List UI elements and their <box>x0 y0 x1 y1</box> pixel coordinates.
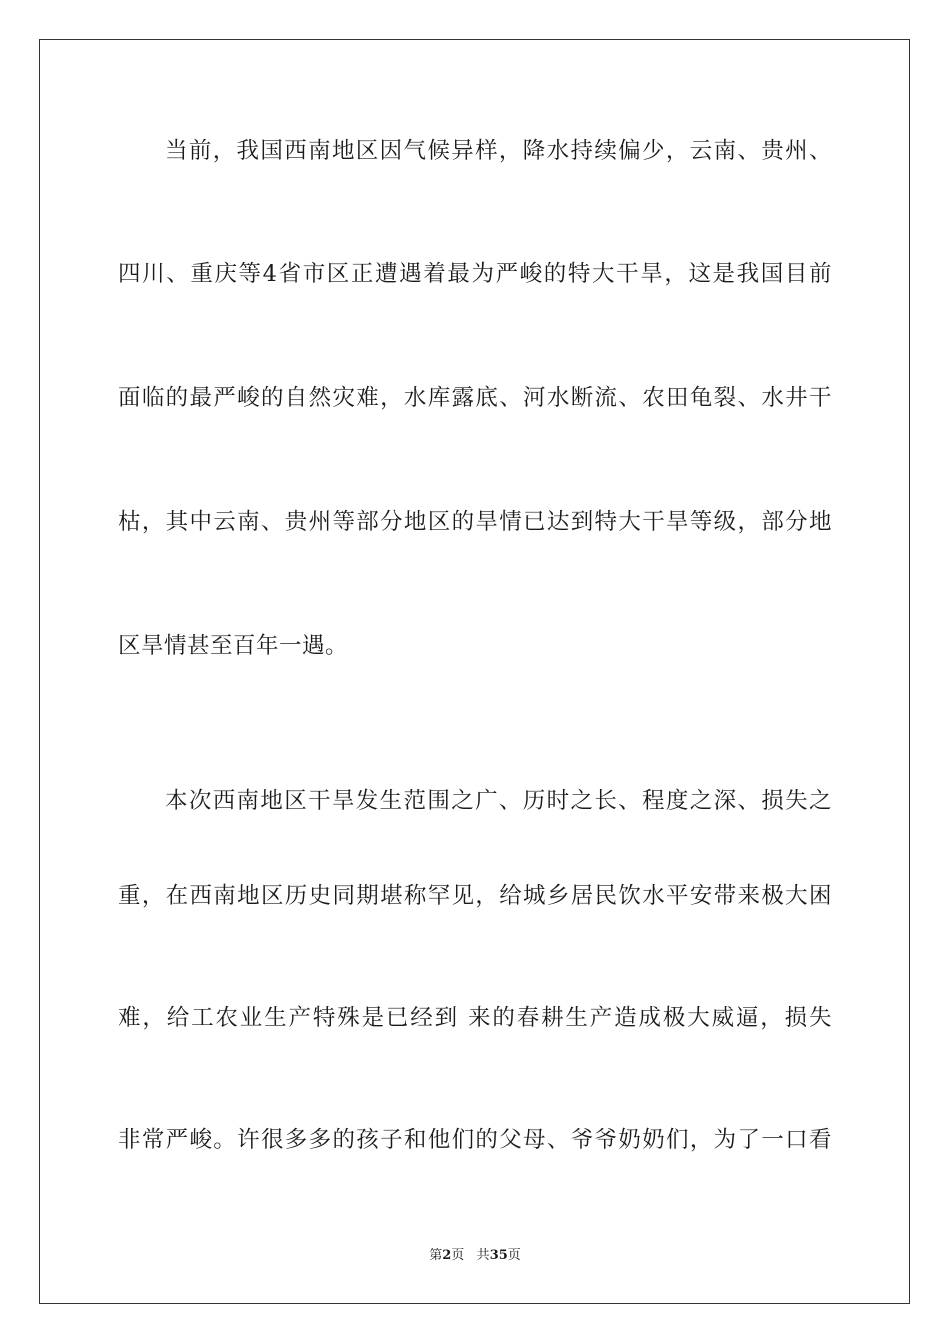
paragraph-1-line-3: 面临的最严峻的自然灾难，水库露底、河水断流、农田龟裂、水井干 <box>118 385 832 411</box>
footer-page-suffix: 页 <box>451 1248 465 1263</box>
footer-page-prefix: 第 <box>429 1248 443 1263</box>
paragraph-1-line-5: 区旱情甚至百年一遇。 <box>118 633 349 659</box>
footer-total-pages: 35 <box>489 1248 508 1263</box>
footer-total-suffix: 页 <box>507 1248 521 1263</box>
footer-total-prefix: 共 <box>476 1248 490 1263</box>
paragraph-2-line-2: 重，在西南地区历史同期堪称罕见，给城乡居民饮水平安带来极大困 <box>118 883 832 909</box>
paragraph-1-line-4: 枯，其中云南、贵州等部分地区的旱情已达到特大干旱等级，部分地 <box>118 509 832 535</box>
paragraph-2-line-1: 本次西南地区干旱发生范围之广、历时之长、程度之深、损失之 <box>165 788 832 814</box>
paragraph-1-line-2: 四川、重庆等4省市区正遭遇着最为严峻的特大干旱，这是我国目前 <box>118 261 832 287</box>
page-footer <box>0 1247 950 1265</box>
footer-page-number: 2 <box>442 1248 452 1263</box>
paragraph-2-line-4: 非常严峻。许很多多的孩子和他们的父母、爷爷奶奶们，为了一口看 <box>118 1127 832 1153</box>
paragraph-1-line-1: 当前，我国西南地区因气候异样，降水持续偏少，云南、贵州、 <box>165 138 832 164</box>
paragraph-2-line-3: 难，给工农业生产特殊是已经到 来的春耕生产造成极大威逼，损失 <box>118 1005 832 1031</box>
page-border <box>39 39 910 1304</box>
